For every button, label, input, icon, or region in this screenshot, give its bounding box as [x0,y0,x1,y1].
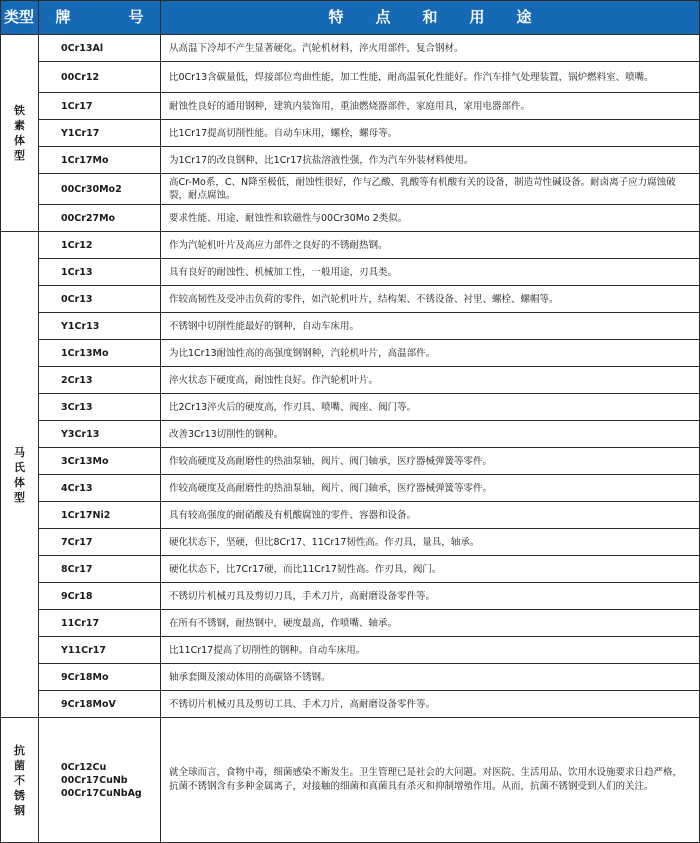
header-feature-char: 和 [422,8,438,26]
header-type: 类型 [1,1,39,35]
grade-line: 0Cr12Cu [61,761,107,773]
type-char: 型 [14,490,25,504]
grade-cell: 1Cr12 [39,232,161,259]
grade-cell: 9Cr18 [39,583,161,610]
grade-line: 00Cr17CuNb [61,774,128,786]
table-row [1,583,700,610]
grade-cell: 2Cr13 [39,367,161,394]
grade-cell: 4Cr13 [39,475,161,502]
grade-cell: 7Cr17 [39,529,161,556]
grade-cell: Y11Cr17 [39,637,161,664]
type-char: 抗 [14,743,25,757]
desc-cell: 在所有不锈钢，耐热钢中，硬度最高，作喷嘴、轴承。 [161,610,700,637]
table-row [1,340,700,367]
table-row [1,259,700,286]
table-row [1,529,700,556]
grade-cell: 11Cr17 [39,610,161,637]
table-row [1,35,700,62]
table-row [1,610,700,637]
type-char: 锈 [14,788,25,802]
table-row [1,62,700,93]
table-row [1,313,700,340]
header-feature-char: 特 [328,8,344,26]
desc-cell: 比1Cr17提高切削性能。自动车床用，螺栓，螺母等。 [161,120,700,147]
table-row [1,556,700,583]
header-grade [39,1,161,35]
desc-cell: 不锈切片机械刃具及剪切刀具，手术刀片，高耐磨设备零件等。 [161,583,700,610]
desc-cell: 轴承套圈及滚动体用的高碳铬不锈钢。 [161,664,700,691]
desc-cell: 比2Cr13淬火后的硬度高，作刃具、喷嘴、阀座、阀门等。 [161,394,700,421]
type-char: 菌 [14,758,25,772]
type-cell-martensitic [1,232,39,718]
desc-cell: 为1Cr17的改良钢种，比1Cr17抗盐溶液性强，作为汽车外装材料使用。 [161,147,700,174]
type-char: 氏 [14,460,25,474]
desc-cell: 从高温下冷却不产生显著硬化。汽轮机材料，淬火用部件，复合钢材。 [161,35,700,62]
desc-cell: 为比1Cr13耐蚀性高的高强度钢钢种，汽轮机叶片，高温部件。 [161,340,700,367]
desc-cell: 淬火状态下硬度高，耐蚀性良好。作汽轮机叶片。 [161,367,700,394]
grade-cell-multi [39,718,161,843]
desc-cell: 不锈切片机械刃具及剪切工具、手术刀片，高耐磨设备零件等。 [161,691,700,718]
header-grade-char: 牌 [55,8,71,26]
table-row [1,691,700,718]
desc-cell: 比11Cr17提高了切削性的钢种。自动车床用。 [161,637,700,664]
table-row [1,394,700,421]
desc-cell: 作较高韧性及受冲击负荷的零件，如汽轮机叶片，结构架、不锈设备、衬里、螺栓、螺帽等。 [161,286,700,313]
type-char: 不 [14,773,25,787]
grade-cell: Y1Cr17 [39,120,161,147]
desc-cell: 就全球而言，食物中毒，细菌感染不断发生。卫生管理已是社会的大问题。对医院、生活用品、饮用水设施要求日趋严格，抗菌不锈钢含有多种金属离子，对接触的细菌和真菌具有杀灭和抑制增殖作用。从而，抗菌不锈钢受到人们的关注。 [161,718,700,843]
desc-cell: 作较高硬度及高耐磨性的热油泵轴，阀片、阀门轴承，医疗器械弹簧等零件。 [161,475,700,502]
grade-cell: 8Cr17 [39,556,161,583]
type-char: 体 [14,134,25,147]
desc-cell: 要求性能、用途、耐蚀性和软磁性与00Cr30Mo 2类似。 [161,205,700,232]
type-char: 素 [14,119,25,132]
table-row [1,286,700,313]
type-cell-antibacterial [1,718,39,843]
table-row [1,475,700,502]
table-row [1,205,700,232]
grade-cell: 1Cr17 [39,93,161,120]
desc-cell: 具有良好的耐蚀性、机械加工性，一般用途，刃具类。 [161,259,700,286]
desc-cell: 具有较高强度的耐硝酸及有机酸腐蚀的零件、容器和设备。 [161,502,700,529]
header-feature-char: 点 [375,8,391,26]
grade-cell: 00Cr30Mo2 [39,174,161,205]
table-row [1,664,700,691]
desc-cell: 高Cr-Mo系，C、N降至极低，耐蚀性很好，作与乙酸、乳酸等有机酸有关的设备，制造苛性碱设备。耐卤离子应力腐蚀破裂，耐点腐蚀。 [161,174,700,205]
type-char: 体 [14,475,25,489]
grade-cell: 00Cr12 [39,62,161,93]
type-char: 马 [14,445,25,459]
desc-cell: 作为汽轮机叶片及高应力部件之良好的不锈耐热钢。 [161,232,700,259]
grade-cell: 9Cr18Mo [39,664,161,691]
table-row [1,367,700,394]
type-char: 型 [14,149,25,162]
grade-cell: Y3Cr13 [39,421,161,448]
type-char: 铁 [14,104,25,117]
table-header-row [1,1,700,35]
grade-cell: 1Cr17Ni2 [39,502,161,529]
grade-cell: 3Cr13Mo [39,448,161,475]
header-feature-char: 用 [469,8,485,26]
desc-cell: 改善3Cr13切削性的钢种。 [161,421,700,448]
grade-cell: Y1Cr13 [39,313,161,340]
type-cell-ferritic [1,35,39,232]
grade-cell: 00Cr27Mo [39,205,161,232]
table-row [1,637,700,664]
desc-cell: 比0Cr13含碳量低，焊接部位弯曲性能，加工性能，耐高温氧化性能好。作汽车排气处理装置，锅炉燃料室、喷嘴。 [161,62,700,93]
table-row [1,421,700,448]
desc-cell: 硬化状态下，比7Cr17硬，而比11Cr17韧性高。作刃具、阀门。 [161,556,700,583]
grade-cell: 1Cr17Mo [39,147,161,174]
table-row [1,93,700,120]
table-row [1,502,700,529]
header-features [161,1,700,35]
table-row [1,120,700,147]
grade-cell: 9Cr18MoV [39,691,161,718]
table-row [1,174,700,205]
grade-cell: 3Cr13 [39,394,161,421]
type-char: 钢 [14,803,25,817]
desc-cell: 耐蚀性良好的通用钢种，建筑内装饰用，重油燃烧器部件，家庭用具，家用电器部件。 [161,93,700,120]
desc-cell: 作较高硬度及高耐磨性的热油泵轴，阀片、阀门轴承，医疗器械弹簧等零件。 [161,448,700,475]
grade-cell: 0Cr13 [39,286,161,313]
grade-cell: 1Cr13 [39,259,161,286]
header-grade-char: 号 [128,8,144,26]
table-row [1,147,700,174]
table-row [1,232,700,259]
desc-cell: 不锈钢中切削性能最好的钢种，自动车床用。 [161,313,700,340]
grade-cell: 1Cr13Mo [39,340,161,367]
grade-cell: 0Cr13Al [39,35,161,62]
table-row [1,448,700,475]
desc-cell: 硬化状态下，坚硬，但比8Cr17、11Cr17韧性高。作刃具，量具，轴承。 [161,529,700,556]
header-feature-char: 途 [516,8,532,26]
grade-line: 00Cr17CuNbAg [61,787,142,799]
table-row [1,718,700,843]
